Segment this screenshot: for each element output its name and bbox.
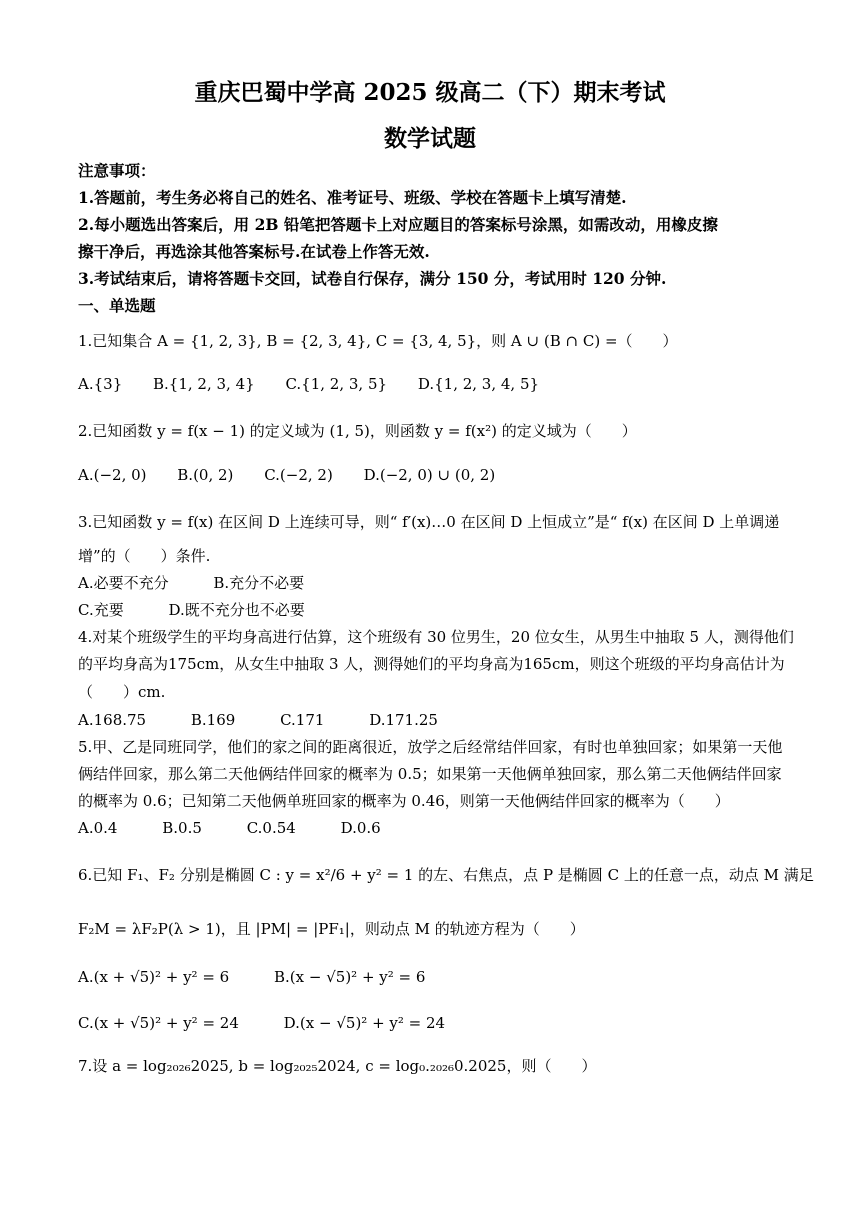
- q2-option-a: A.(−2, 0): [78, 466, 147, 484]
- q4-option-a: A.168.75: [78, 711, 147, 729]
- question-5-stem-a: 5.甲、乙是同班同学，他们的家之间的距离很近，放学之后经常结伴回家，有时也单独回家；如果第一天他: [78, 738, 783, 756]
- q5-option-d: D.0.6: [340, 819, 381, 837]
- exam-title: 重庆巴蜀中学高 2025 级高二（下）期末考试: [194, 79, 666, 106]
- q4-option-b: B.169: [190, 711, 236, 729]
- question-7-stem: 7.设 a = log₂₀₂₆2025, b = log₂₀₂₅2024, c = log₀.₂₀₂₆0.2025，则（ ）: [78, 1057, 597, 1075]
- question-6-stem-b: F₂M = λF₂P(λ > 1)，且 |PM| = |PF₁|，则动点 M 的轨迹方程为（ ）: [78, 920, 585, 938]
- q6-option-d: D.(x − √5)² + y² = 24: [283, 1014, 446, 1032]
- question-5-stem-c: 的概率为 0.6；已知第二天他俩单班回家的概率为 0.46，则第一天他俩结伴回家的概率为（ ）: [78, 792, 730, 810]
- notice-item-3: 3.考试结束后，请将答题卡交回，试卷自行保存，满分 150 分，考试用时 120 分钟.: [78, 269, 667, 288]
- question-5-options: [78, 817, 784, 839]
- q5-option-a: A.0.4: [78, 819, 118, 837]
- q5-option-c: C.0.54: [246, 819, 296, 837]
- notice-item-2b: 擦干净后，再选涂其他答案标号.在试卷上作答无效.: [78, 242, 430, 261]
- q1-option-c: C.{1, 2, 3, 5}: [285, 375, 388, 393]
- q2-option-b: B.(0, 2): [177, 466, 234, 484]
- q2-option-d: D.(−2, 0) ∪ (0, 2): [363, 466, 496, 484]
- question-3-options-row1: [78, 572, 784, 594]
- q6-option-b: B.(x − √5)² + y² = 6: [274, 968, 426, 986]
- question-5-stem-b: 俩结伴回家，那么第二天他俩结伴回家的概率为 0.5；如果第一天他俩单独回家，那么第二天他俩结伴回家: [78, 765, 782, 783]
- section-heading: 一、单选题: [78, 296, 156, 315]
- q3-option-d: D.既不充分也不必要: [168, 601, 305, 619]
- question-6-stem-a: 6.已知 F₁、F₂ 分别是椭圆 C : y = x²/6 + y² = 1 的左、右焦点，点 P 是椭圆 C 上的任意一点，动点 M 满足: [78, 866, 814, 884]
- q1-option-a: A.{3}: [78, 375, 123, 393]
- notice-item-2a: 2.每小题选出答案后，用 2B 铅笔把答题卡上对应题目的答案标号涂黑，如需改动，用橡皮擦: [78, 215, 718, 234]
- question-4-options: [78, 709, 784, 731]
- q1-option-d: D.{1, 2, 3, 4, 5}: [417, 375, 540, 393]
- question-4-stem-c: （ ）cm.: [78, 683, 166, 701]
- question-4-stem-b: 的平均身高为175cm，从女生中抽取 3 人，测得她们的平均身高为165cm，则这个班级的平均身高估计为: [78, 655, 785, 673]
- question-2-options: [78, 464, 784, 486]
- notice-item-1: 1.答题前，考生务必将自己的姓名、准考证号、班级、学校在答题卡上填写清楚.: [78, 188, 627, 207]
- exam-subtitle: 数学试题: [384, 125, 476, 152]
- question-2-stem: 2.已知函数 y = f(x − 1) 的定义域为 (1, 5)，则函数 y = f(x²) 的定义域为（ ）: [78, 422, 637, 440]
- question-1-options: [78, 373, 784, 395]
- q3-option-a: A.必要不充分: [78, 574, 169, 592]
- q3-option-c: C.充要: [78, 601, 124, 619]
- question-6-options-row2: [78, 1012, 784, 1034]
- notice-heading: 注意事项：: [78, 161, 156, 180]
- q6-option-c: C.(x + √5)² + y² = 24: [78, 1014, 239, 1032]
- question-3-stem-b: 增”的（ ）条件.: [78, 547, 211, 565]
- question-1-stem: 1.已知集合 A = {1, 2, 3}, B = {2, 3, 4}, C = {3, 4, 5}，则 A ∪ (B ∩ C) =（ ）: [78, 332, 678, 350]
- q1-option-b: B.{1, 2, 3, 4}: [153, 375, 255, 393]
- q2-option-c: C.(−2, 2): [264, 466, 333, 484]
- q3-option-b: B.充分不必要: [213, 574, 305, 592]
- q4-option-d: D.171.25: [369, 711, 438, 729]
- question-6-options-row1: [78, 966, 784, 988]
- question-4-stem-a: 4.对某个班级学生的平均身高进行估算，这个班级有 30 位男生，20 位女生，从男生中抽取 5 人，测得他们: [78, 628, 794, 646]
- question-3-options-row2: [78, 599, 784, 621]
- q5-option-b: B.0.5: [162, 819, 202, 837]
- question-3-stem-a: 3.已知函数 y = f(x) 在区间 D 上连续可导，则“ f′(x)…0 在区间 D 上恒成立”是“ f(x) 在区间 D 上单调递: [78, 513, 780, 531]
- q6-option-a: A.(x + √5)² + y² = 6: [78, 968, 230, 986]
- q4-option-c: C.171: [280, 711, 325, 729]
